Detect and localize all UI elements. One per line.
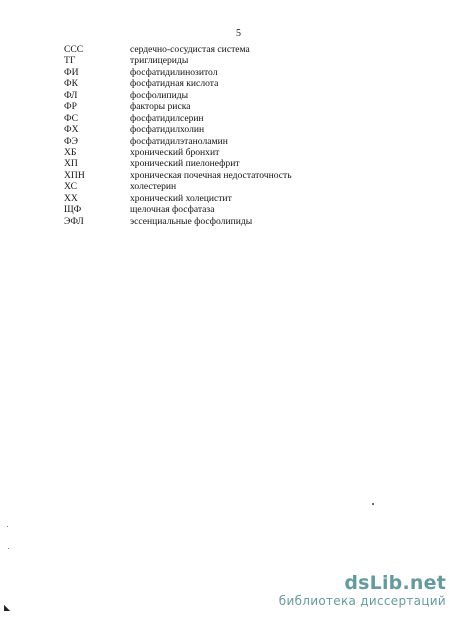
abbreviation-definition: триглицериды — [130, 55, 189, 67]
abbreviation-definition: сердечно-сосудистая система — [130, 44, 250, 55]
abbreviation-code: ФС — [64, 112, 78, 124]
abbreviation-row — [64, 44, 292, 55]
abbreviation-list — [64, 44, 292, 227]
abbreviation-row — [64, 170, 292, 181]
abbreviation-code: ХП — [64, 158, 78, 170]
abbreviation-definition: фосфатидилсерин — [130, 112, 204, 124]
abbreviation-definition: хронический холецистит — [130, 192, 232, 204]
abbreviation-code: ФЭ — [64, 135, 78, 147]
abbreviation-row — [64, 67, 292, 78]
abbreviation-row — [64, 90, 292, 101]
scan-speck — [8, 548, 9, 549]
abbreviation-code: ЭФЛ — [64, 215, 84, 227]
scan-speck — [7, 526, 8, 527]
abbreviation-definition: холестерин — [130, 181, 177, 193]
abbreviation-code: ЩФ — [64, 204, 82, 216]
abbreviation-row — [64, 158, 292, 169]
abbreviation-row — [64, 78, 292, 89]
scan-speck — [372, 503, 374, 505]
abbreviation-code: ФХ — [64, 124, 79, 136]
abbreviation-row — [64, 55, 292, 66]
abbreviation-definition: щелочная фосфатаза — [130, 204, 215, 216]
abbreviation-row — [64, 136, 292, 147]
abbreviation-definition: фосфатидилхолин — [130, 124, 205, 136]
abbreviation-definition: факторы риска — [130, 101, 191, 113]
abbreviation-code: ССС — [64, 44, 84, 55]
abbreviation-code: ХПН — [64, 169, 85, 181]
abbreviation-code: ФК — [64, 78, 78, 90]
abbreviation-code: ТГ — [64, 55, 76, 67]
abbreviation-definition: фосфатидная кислота — [130, 78, 219, 90]
abbreviation-row — [64, 181, 292, 192]
abbreviation-code: ХС — [64, 181, 77, 193]
abbreviation-definition: эссенциальные фосфолипиды — [130, 215, 253, 227]
abbreviation-definition: фосфатидилинозитол — [130, 66, 218, 78]
abbreviation-row — [64, 147, 292, 158]
abbreviation-row — [64, 113, 292, 124]
watermark-logo[interactable]: dsLib.net — [344, 572, 446, 594]
watermark-tagline: библиотека диссертаций — [278, 594, 446, 608]
abbreviation-row — [64, 101, 292, 112]
corner-mark: ◣ — [4, 603, 11, 612]
abbreviation-row — [64, 216, 292, 227]
abbreviation-code: ФИ — [64, 66, 79, 78]
abbreviation-definition: фосфолипиды — [130, 89, 189, 101]
abbreviation-row — [64, 124, 292, 135]
abbreviation-code: ХБ — [64, 146, 77, 158]
abbreviation-code: ХХ — [64, 192, 78, 204]
abbreviation-code: ФР — [64, 101, 77, 113]
page-number: 5 — [236, 28, 241, 39]
abbreviation-definition: фосфатидилэтаноламин — [130, 135, 228, 147]
abbreviation-row — [64, 193, 292, 204]
abbreviation-row — [64, 204, 292, 215]
watermark[interactable] — [270, 572, 446, 608]
abbreviation-code: ФЛ — [64, 89, 78, 101]
abbreviation-definition: хроническая почечная недостаточность — [130, 169, 292, 181]
abbreviation-definition: хронический бронхит — [130, 146, 220, 158]
abbreviation-definition: хронический пиелонефрит — [130, 158, 240, 170]
